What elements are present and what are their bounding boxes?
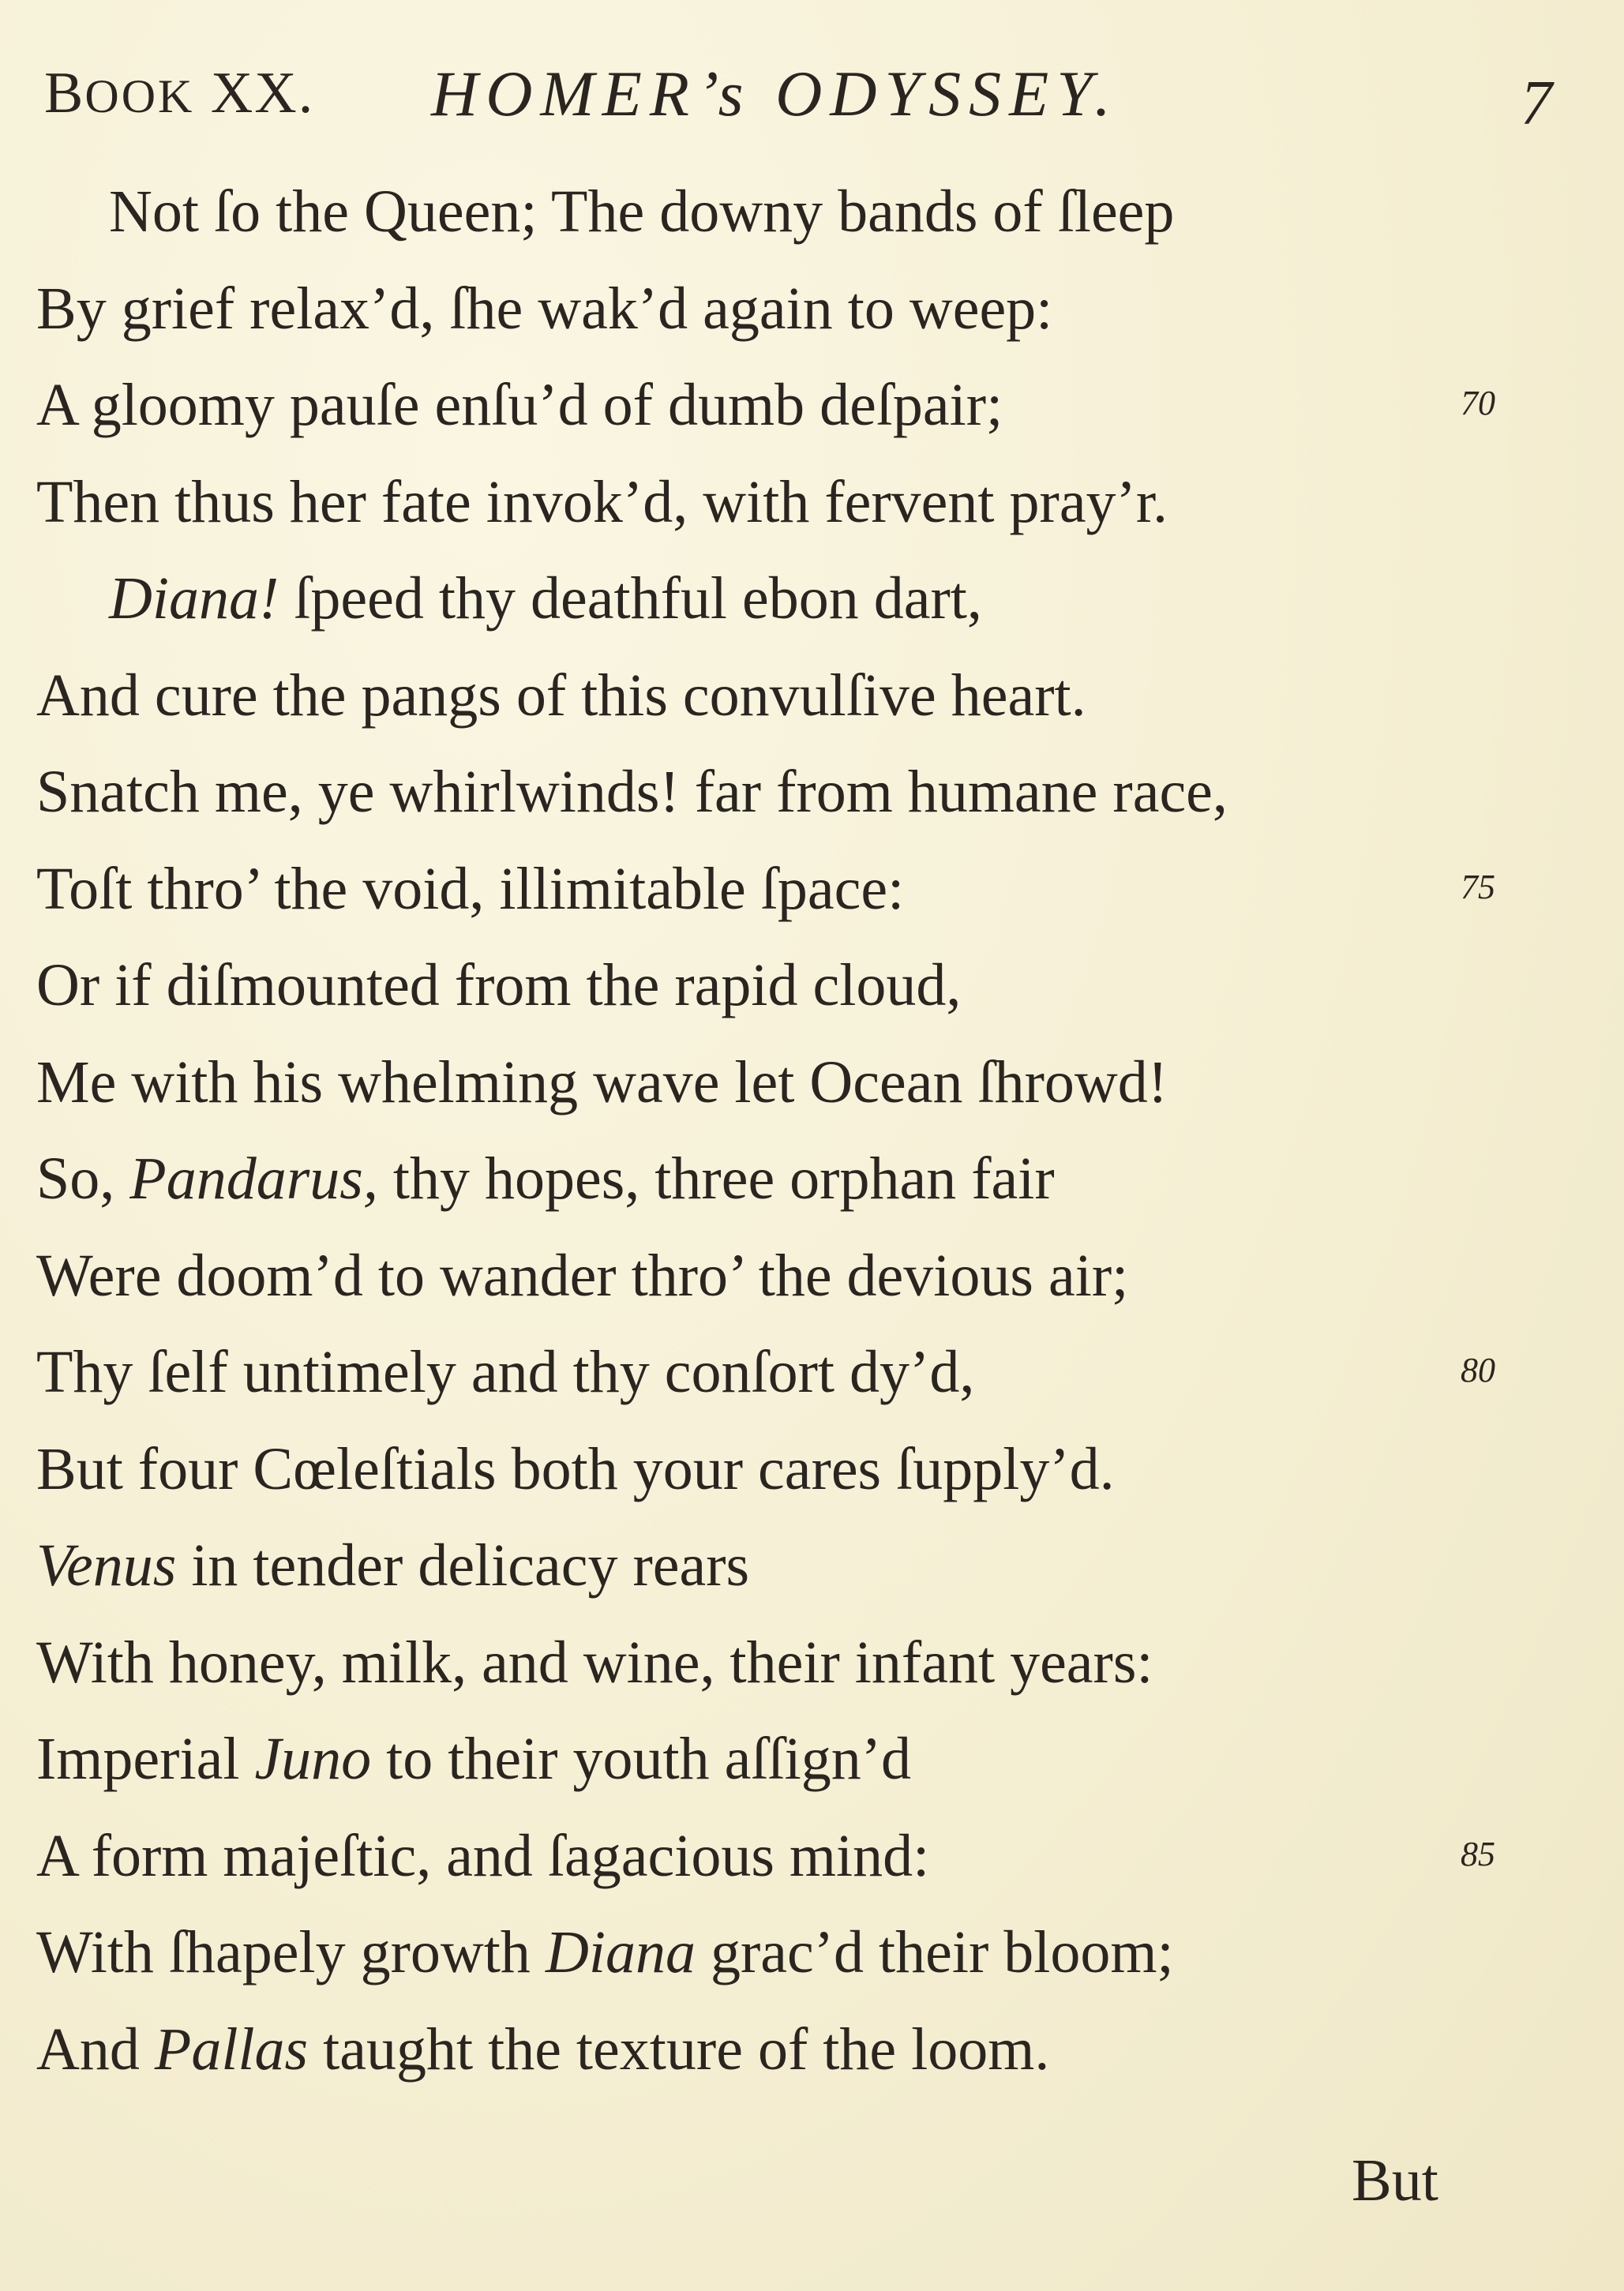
verse-line bbox=[0, 656, 1547, 752]
book-label bbox=[44, 60, 314, 127]
verse-line bbox=[0, 366, 1547, 462]
verse-text-roman-tail: to their youth aſſign’d bbox=[371, 1726, 912, 1792]
verse-text-italic-name: Venus bbox=[36, 1532, 177, 1599]
verse-line bbox=[0, 946, 1547, 1042]
verse-text-italic-name: Juno bbox=[254, 1726, 372, 1792]
verse-text-roman: A form majeſtic, and ſagacious mind: bbox=[36, 1822, 930, 1889]
verse-text-roman-tail: grac’d their bloom; bbox=[695, 1919, 1174, 1985]
verse-text-roman: Not ſo the Queen; The downy bands of ſleep bbox=[109, 178, 1175, 245]
book-number: XX. bbox=[194, 61, 315, 126]
verse-line bbox=[0, 849, 1547, 946]
verse-text-roman: Then thus her fate invok’d, with fervent pray’r. bbox=[36, 468, 1168, 535]
verse-text bbox=[36, 1043, 1168, 1122]
verse-text-roman: Me with his whelming wave let Ocean ſhrowd! bbox=[36, 1048, 1168, 1116]
verse-text bbox=[36, 1526, 749, 1605]
verse-text bbox=[36, 366, 1003, 444]
verse-text bbox=[36, 463, 1168, 542]
verse-text-roman-tail: in tender delicacy rears bbox=[176, 1532, 750, 1599]
verse-line bbox=[0, 1236, 1547, 1333]
verse-line bbox=[0, 269, 1547, 366]
running-title: HOMER’s ODYSSEY. bbox=[431, 58, 1119, 129]
line-number: 70 bbox=[1461, 384, 1495, 422]
verse-text-italic-name: Diana! bbox=[109, 565, 279, 632]
verse-line bbox=[0, 1623, 1547, 1719]
verse-text bbox=[36, 269, 1052, 348]
verse-line bbox=[0, 463, 1547, 559]
verse-text bbox=[36, 1236, 1128, 1315]
verse-line bbox=[0, 752, 1547, 849]
book-label-initial: B bbox=[44, 61, 85, 126]
line-number: 80 bbox=[1461, 1351, 1495, 1389]
verse-text-roman: With honey, milk, and wine, their infant years: bbox=[36, 1629, 1153, 1696]
verse-text bbox=[36, 849, 904, 928]
verse-line bbox=[0, 1043, 1547, 1139]
verse-text bbox=[36, 2010, 1049, 2089]
running-header bbox=[44, 54, 1584, 141]
verse-text bbox=[36, 1719, 911, 1798]
verse-text-italic-name: Pallas bbox=[154, 2015, 309, 2083]
page-number: 7 bbox=[1521, 69, 1552, 138]
verse-text-roman: Or if diſmounted from the rapid cloud, bbox=[36, 952, 962, 1018]
verse-line bbox=[0, 1526, 1547, 1622]
verse-text bbox=[36, 1817, 929, 1895]
book-label-smallcaps: OOK bbox=[84, 70, 195, 122]
verse-text bbox=[36, 1333, 974, 1412]
verse-text-roman: By grief relax’d, ſhe wak’d again to weep: bbox=[36, 275, 1053, 342]
verse-line bbox=[0, 1139, 1547, 1235]
verse-text-roman: Imperial bbox=[36, 1726, 255, 1792]
verse-text bbox=[36, 1623, 1153, 1702]
verse-text-roman: A gloomy pauſe enſu’d of dumb deſpair; bbox=[36, 372, 1003, 438]
line-number: 85 bbox=[1461, 1834, 1495, 1873]
verse-text-roman: And cure the pangs of this convulſive heart. bbox=[36, 662, 1086, 729]
verse-text bbox=[36, 1430, 1115, 1509]
verse-text-roman: And bbox=[36, 2015, 155, 2083]
verse-text bbox=[109, 559, 982, 638]
verse-text-roman: With ſhapely growth bbox=[36, 1919, 546, 1985]
verse-text-roman: Thy ſelf untimely and thy conſort dy’d, bbox=[36, 1339, 975, 1405]
verse-text-roman: But four Cœleſtials both your cares ſupply’d. bbox=[36, 1435, 1115, 1502]
verse-line bbox=[0, 1817, 1547, 1913]
verse-text-italic-name: Pandarus, bbox=[129, 1146, 378, 1212]
verse-text bbox=[36, 656, 1086, 735]
verse-text-roman-tail: ſpeed thy deathful ebon dart, bbox=[279, 565, 982, 632]
verse-line bbox=[0, 1430, 1547, 1526]
line-number: 75 bbox=[1461, 867, 1495, 906]
verse-line bbox=[0, 1333, 1547, 1429]
verse-text bbox=[36, 946, 961, 1025]
verse-line bbox=[0, 1719, 1547, 1816]
catchword: But bbox=[1352, 2147, 1438, 2214]
verse-text-roman-tail: thy hopes, three orphan fair bbox=[377, 1146, 1055, 1212]
verse-line bbox=[0, 559, 1547, 655]
verse-text-roman: Were doom’d to wander thro’ the devious air; bbox=[36, 1242, 1129, 1309]
verse-text-roman-tail: taught the texture of the loom. bbox=[308, 2015, 1050, 2083]
verse-line bbox=[0, 1913, 1547, 2009]
verse-text-roman: Toſt thro’ the void, illimitable ſpace: bbox=[36, 855, 905, 922]
verse-line bbox=[0, 172, 1547, 268]
verse-line bbox=[0, 2010, 1547, 2106]
verse-text-roman: Snatch me, ye whirlwinds! far from humane race, bbox=[36, 759, 1228, 825]
verse-text bbox=[36, 752, 1228, 831]
verse-text-italic-name: Diana bbox=[545, 1919, 696, 1985]
verse-text-roman: So, bbox=[36, 1146, 130, 1212]
verse-text bbox=[36, 1139, 1055, 1218]
verse-text bbox=[109, 172, 1174, 251]
verse-text bbox=[36, 1913, 1174, 1992]
